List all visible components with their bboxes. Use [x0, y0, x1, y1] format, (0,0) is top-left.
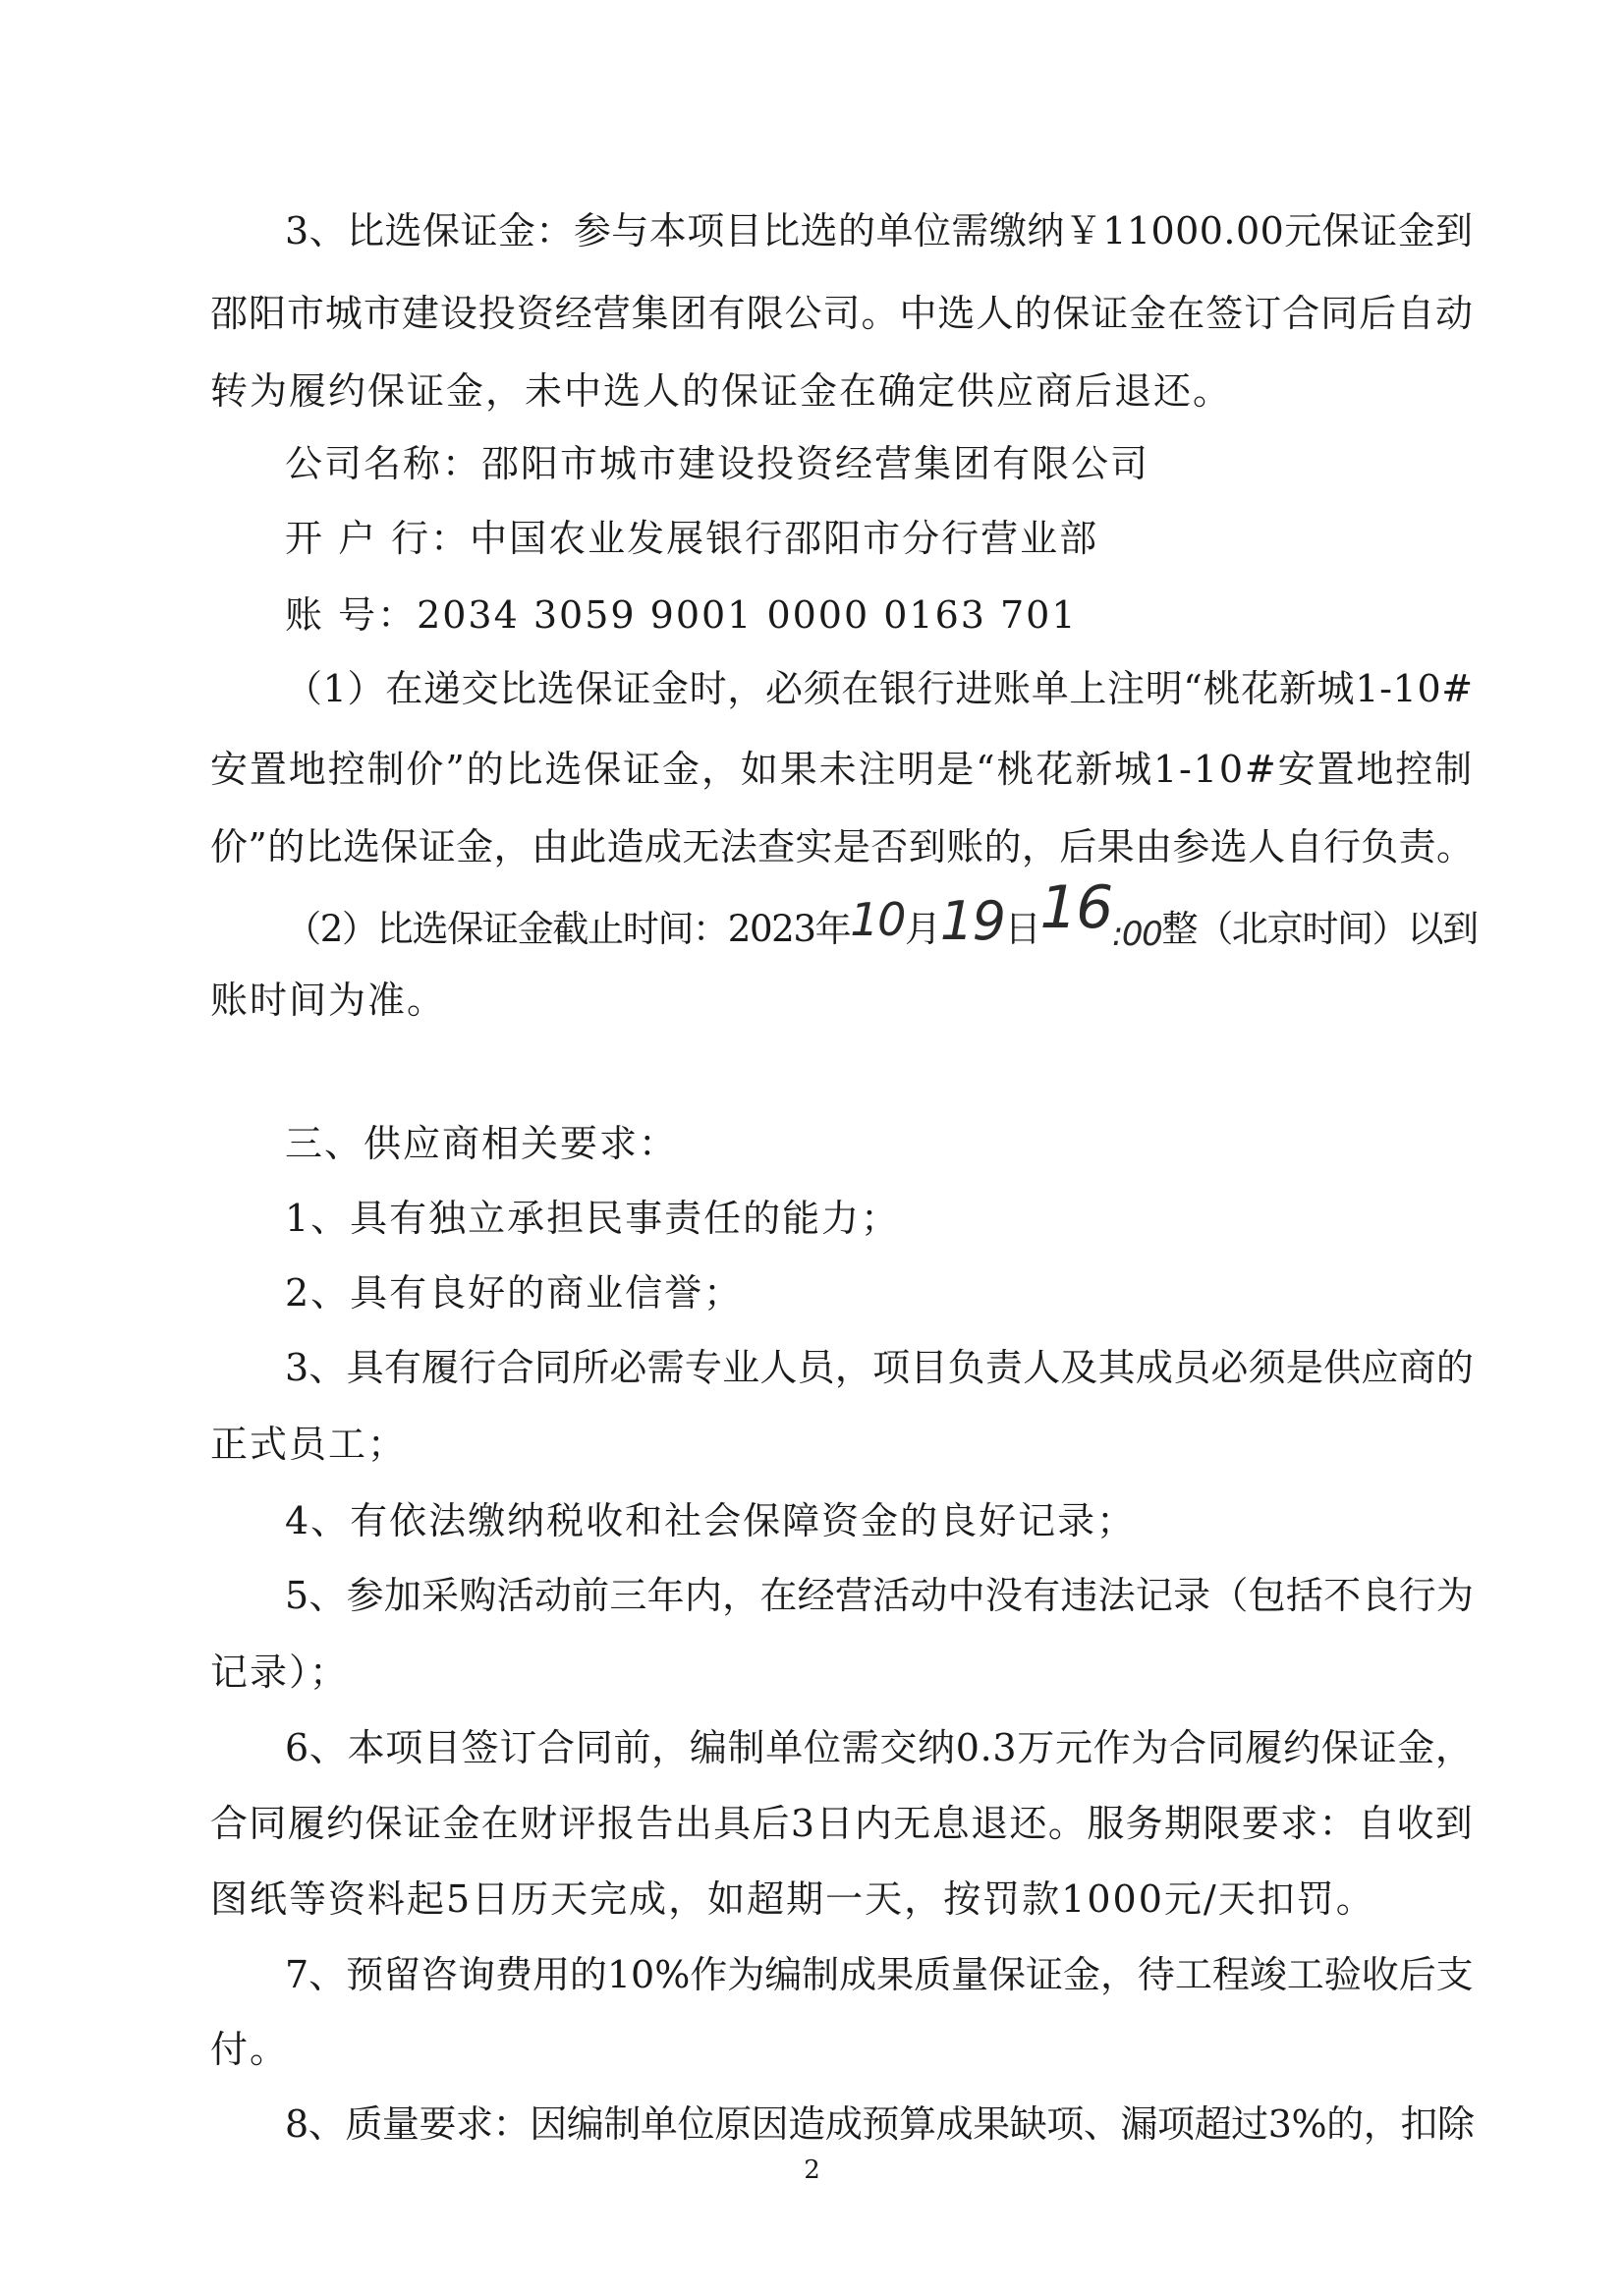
note1-line: （1）在递交比选保证金时，必须在银行进账单上注明“桃花新城1-10#: [285, 667, 1474, 710]
requirement-item-continued: 图纸等资料起5日历天完成，如超期一天，按罚款1000元/天扣罚。: [210, 1877, 1375, 1921]
note1-line: 安置地控制价”的比选保证金，如果未注明是“桃花新城1-10#安置地控制: [210, 748, 1475, 791]
account-line: 账 号：2034 3059 9001 0000 0163 701: [285, 593, 1078, 637]
deadline-line-2: 账时间为准。: [210, 979, 447, 1022]
page-number: 2: [804, 2155, 820, 2185]
deposit-paragraph-line: 转为履约保证金，未中选人的保证金在确定供应商后退还。: [210, 369, 1233, 413]
deadline-line: [285, 873, 1478, 954]
requirement-item: 8、质量要求：因编制单位原因造成预算成果缺项、漏项超过3%的，扣除: [285, 2102, 1475, 2146]
requirement-item: 7、预留咨询费用的10%作为编制成果质量保证金，待工程竣工验收后支: [285, 1953, 1474, 1996]
note1-line: 价”的比选保证金，由此造成无法查实是否到账的，后果由参选人自行负责。: [210, 825, 1475, 868]
handwritten-hour: 16: [1039, 873, 1112, 942]
requirement-item: 5、参加采购活动前三年内，在经营活动中没有违法记录（包括不良行为: [285, 1574, 1475, 1617]
month-label: 月: [905, 908, 940, 950]
deposit-paragraph-line: 邵阳市城市建设投资经营集团有限公司。中选人的保证金在签订合同后自动: [210, 292, 1475, 335]
handwritten-month: 10: [850, 893, 906, 946]
handwritten-minute: :00: [1111, 915, 1162, 954]
requirement-item: 2、具有良好的商业信誉；: [285, 1271, 744, 1315]
deposit-paragraph-line: 3、比选保证金：参与本项目比选的单位需缴纳￥11000.00元保证金到: [285, 209, 1474, 252]
requirement-item-continued: 付。: [210, 2028, 290, 2071]
company-name-line: 公司名称：邵阳市城市建设投资经营集团有限公司: [285, 442, 1150, 485]
deadline-prefix: （2）比选保证金截止时间：2023年: [285, 908, 851, 950]
requirement-item-continued: 记录）；: [210, 1651, 350, 1694]
requirement-item: 3、具有履行合同所必需专业人员，项目负责人及其成员必须是供应商的: [285, 1346, 1475, 1389]
handwritten-day: 19: [939, 890, 1005, 952]
requirement-item: 4、有依法缴纳税收和社会保障资金的良好记录；: [285, 1499, 1137, 1542]
bank-line: 开 户 行：中国农业发展银行邵阳市分行营业部: [285, 517, 1099, 560]
requirement-item-continued: 合同履约保证金在财评报告出具后3日内无息退还。服务期限要求：自收到: [210, 1802, 1475, 1845]
day-label: 日: [1004, 908, 1040, 950]
deadline-suffix: 整（北京时间）以到: [1161, 908, 1478, 950]
requirement-item: 6、本项目签订合同前，编制单位需交纳0.3万元作为合同履约保证金，: [285, 1726, 1474, 1769]
section-heading: 三、供应商相关要求：: [285, 1122, 679, 1165]
requirement-item-continued: 正式员工；: [210, 1423, 408, 1466]
requirement-item: 1、具有独立承担民事责任的能力；: [285, 1197, 901, 1240]
